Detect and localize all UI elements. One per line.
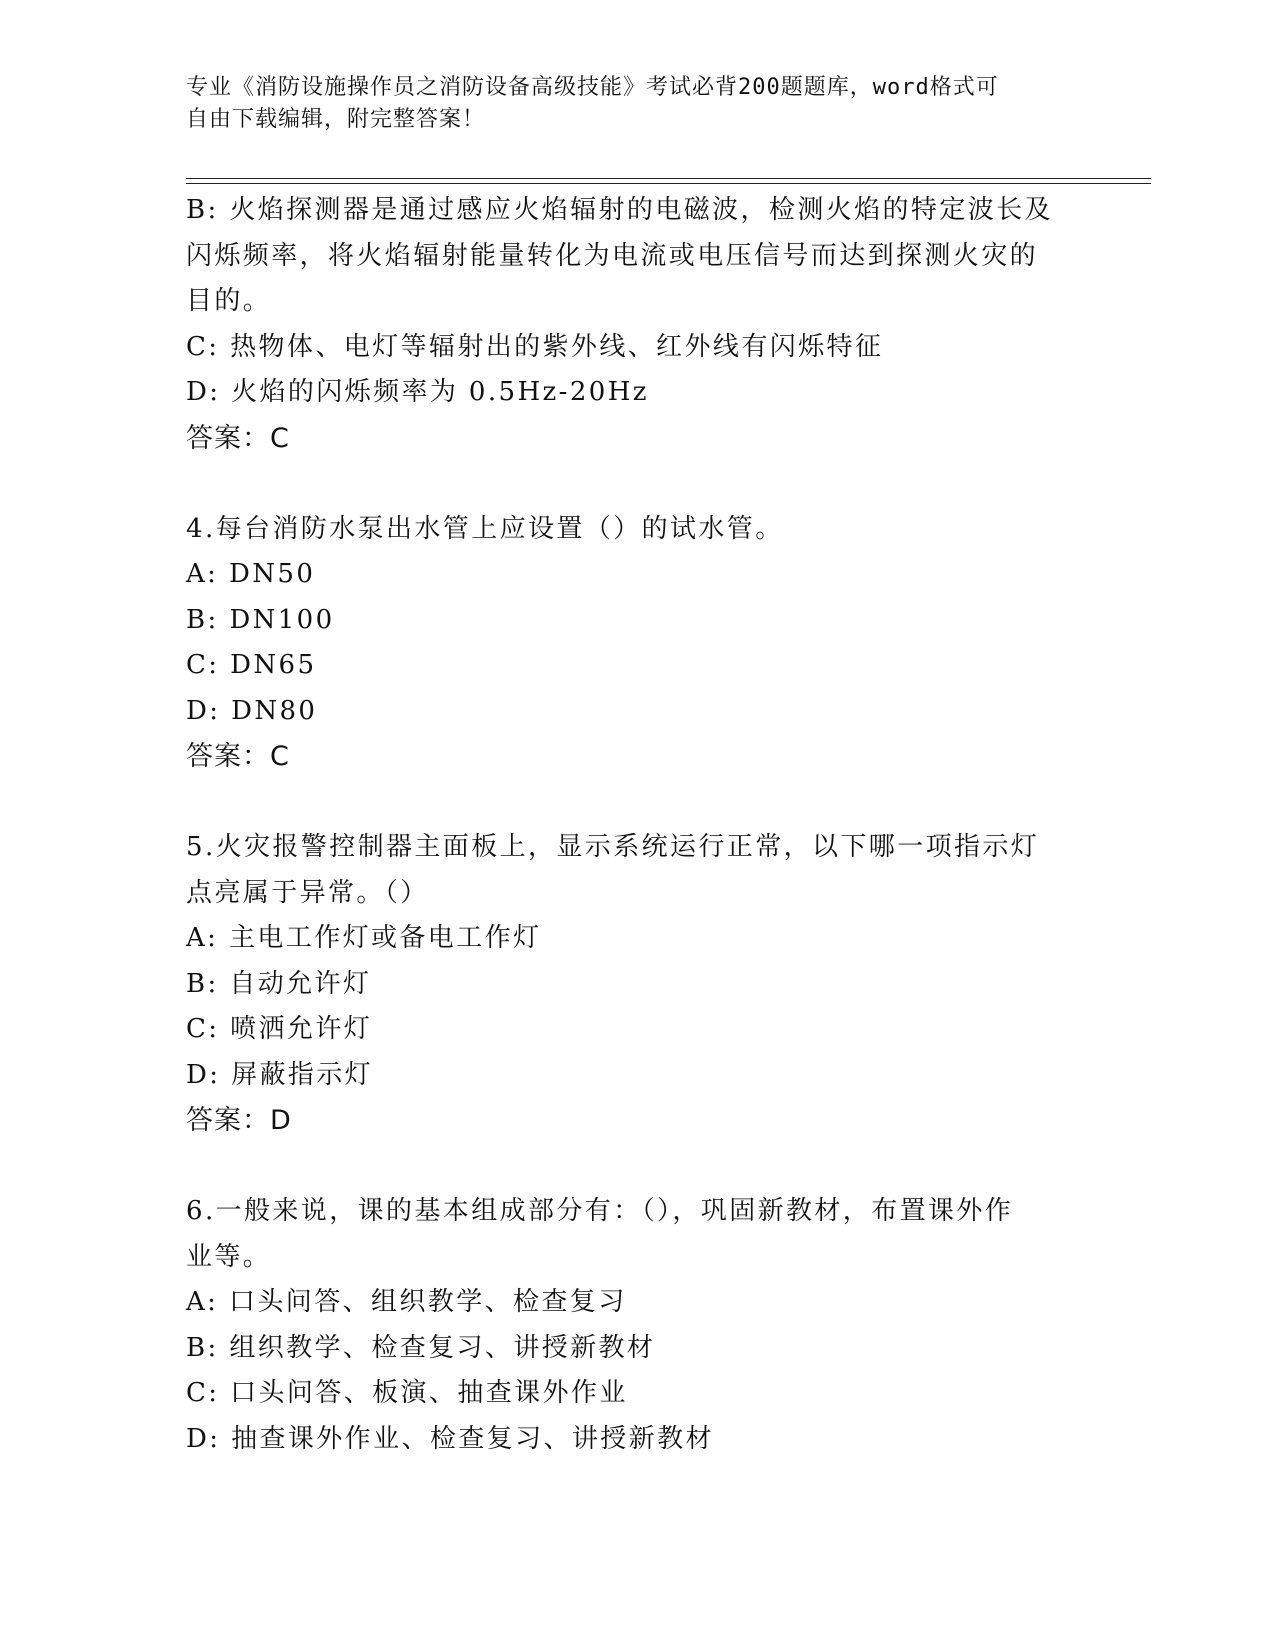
document-header [186, 72, 1066, 136]
q3-option-b-line-2: 闪烁频率，将火焰辐射能量转化为电流或电压信号而达到探测火灾的 [186, 240, 1039, 271]
q5-option-a: A: 主电工作灯或备电工作灯 [186, 923, 542, 953]
q3-option-d: D: 火焰的闪烁频率为 0.5Hz-20Hz [186, 377, 649, 407]
q3-option-c: C: 热物体、电灯等辐射出的紫外线、红外线有闪烁特征 [186, 331, 884, 362]
spacer [186, 780, 1086, 825]
q3-answer: 答案：C [186, 422, 290, 454]
header-divider-top [186, 178, 1151, 179]
spacer [186, 1144, 1086, 1189]
q3-option-b-line-3: 目的。 [186, 286, 272, 316]
q6-option-b: B: 组织教学、检查复习、讲授新教材 [186, 1332, 656, 1363]
question-5 [186, 825, 1086, 1144]
question-3 [186, 188, 1086, 462]
q5-stem-line-2: 点亮属于异常。（） [186, 877, 429, 908]
q5-option-d: D: 屏蔽指示灯 [186, 1059, 374, 1090]
q5-option-c: C: 喷洒允许灯 [186, 1014, 373, 1044]
q6-stem-line-2: 业等。 [186, 1241, 272, 1272]
q6-option-a: A: 口头问答、组织教学、检查复习 [186, 1287, 627, 1317]
q4-option-d: D: DN80 [186, 695, 318, 726]
q4-option-a: A: DN50 [186, 559, 316, 589]
header-line-1: 专业《消防设施操作员之消防设备高级技能》考试必背200题题库，word格式可 [186, 75, 999, 100]
question-6 [186, 1189, 1086, 1462]
q5-stem-line-1: 5.火灾报警控制器主面板上，显示系统运行正常，以下哪一项指示灯 [186, 832, 1040, 862]
question-4 [186, 507, 1086, 781]
header-divider-bottom [186, 183, 1151, 184]
q5-option-b: B: 自动允许灯 [186, 968, 372, 999]
header-line-2: 自由下载编辑，附完整答案！ [186, 107, 486, 132]
q6-option-d: D: 抽查课外作业、检查复习、讲授新教材 [186, 1423, 714, 1454]
q6-stem-line-1: 6.一般来说，课的基本组成部分有：（），巩固新教材，布置课外作 [186, 1196, 1014, 1226]
q4-answer: 答案：C [186, 741, 290, 772]
q4-stem: 4.每台消防水泵出水管上应设置（）的试水管。 [186, 513, 784, 544]
q4-option-c: C: DN65 [186, 650, 317, 680]
q6-option-c: C: 口头问答、板演、抽查课外作业 [186, 1378, 628, 1408]
q4-option-b: B: DN100 [186, 604, 335, 635]
spacer [186, 462, 1086, 507]
q5-answer: 答案：D [186, 1105, 292, 1136]
q3-option-b-line-1: B: 火焰探测器是通过感应火焰辐射的电磁波，检测火焰的特定波长及 [186, 195, 1053, 225]
question-content [186, 188, 1086, 1462]
